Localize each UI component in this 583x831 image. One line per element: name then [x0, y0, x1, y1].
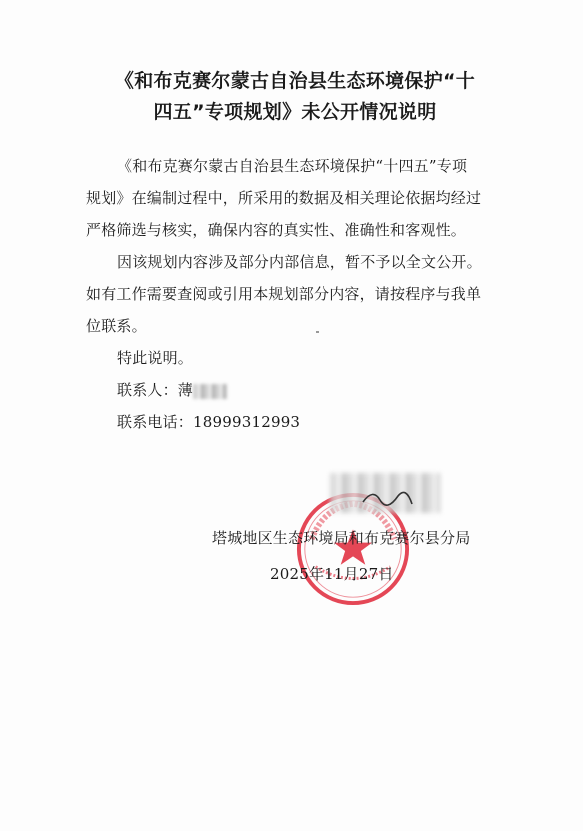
contact-person: [86, 374, 494, 406]
contact-phone: 联系电话：18999312993: [117, 413, 301, 431]
paragraph-2-line-1: 因该规划内容涉及部分内部信息，暂不予以全文公开。: [117, 253, 482, 271]
paragraph-1-line-3: 严格筛选与核实，确保内容的真实性、准确性和客观性。: [86, 221, 467, 239]
paragraph-3: [86, 342, 494, 438]
issuer-name: 塔城地区生态环境局和布克赛尔县分局: [212, 529, 471, 547]
contact-person-label: 联系人：薄: [117, 381, 194, 399]
signature-image: [358, 480, 438, 516]
paragraph-2: [86, 246, 494, 342]
title-line-2: 四五”专项规划》未公开情况说明: [153, 101, 437, 123]
special-note: 特此说明。: [117, 349, 194, 367]
stray-mark: [316, 331, 319, 333]
paragraph-2-line-3: 位联系。: [86, 317, 147, 335]
title-line-1: 《和布克赛尔蒙古自治县生态环境保护“十: [114, 70, 476, 92]
paragraph-2-line-2: 如有工作需要查阅或引用本规划部分内容，请按程序与我单: [86, 285, 482, 303]
issue-date: 2025年11月27日: [270, 565, 394, 583]
paragraph-1-line-1: 《和布克赛尔蒙古自治县生态环境保护“十四五”专项: [117, 157, 468, 175]
document-title: [60, 66, 530, 128]
redacted-name: [193, 384, 227, 399]
paragraph-1: [86, 150, 494, 246]
paragraph-1-line-2: 规划》在编制过程中，所采用的数据及相关理论依据均经过: [86, 189, 482, 207]
